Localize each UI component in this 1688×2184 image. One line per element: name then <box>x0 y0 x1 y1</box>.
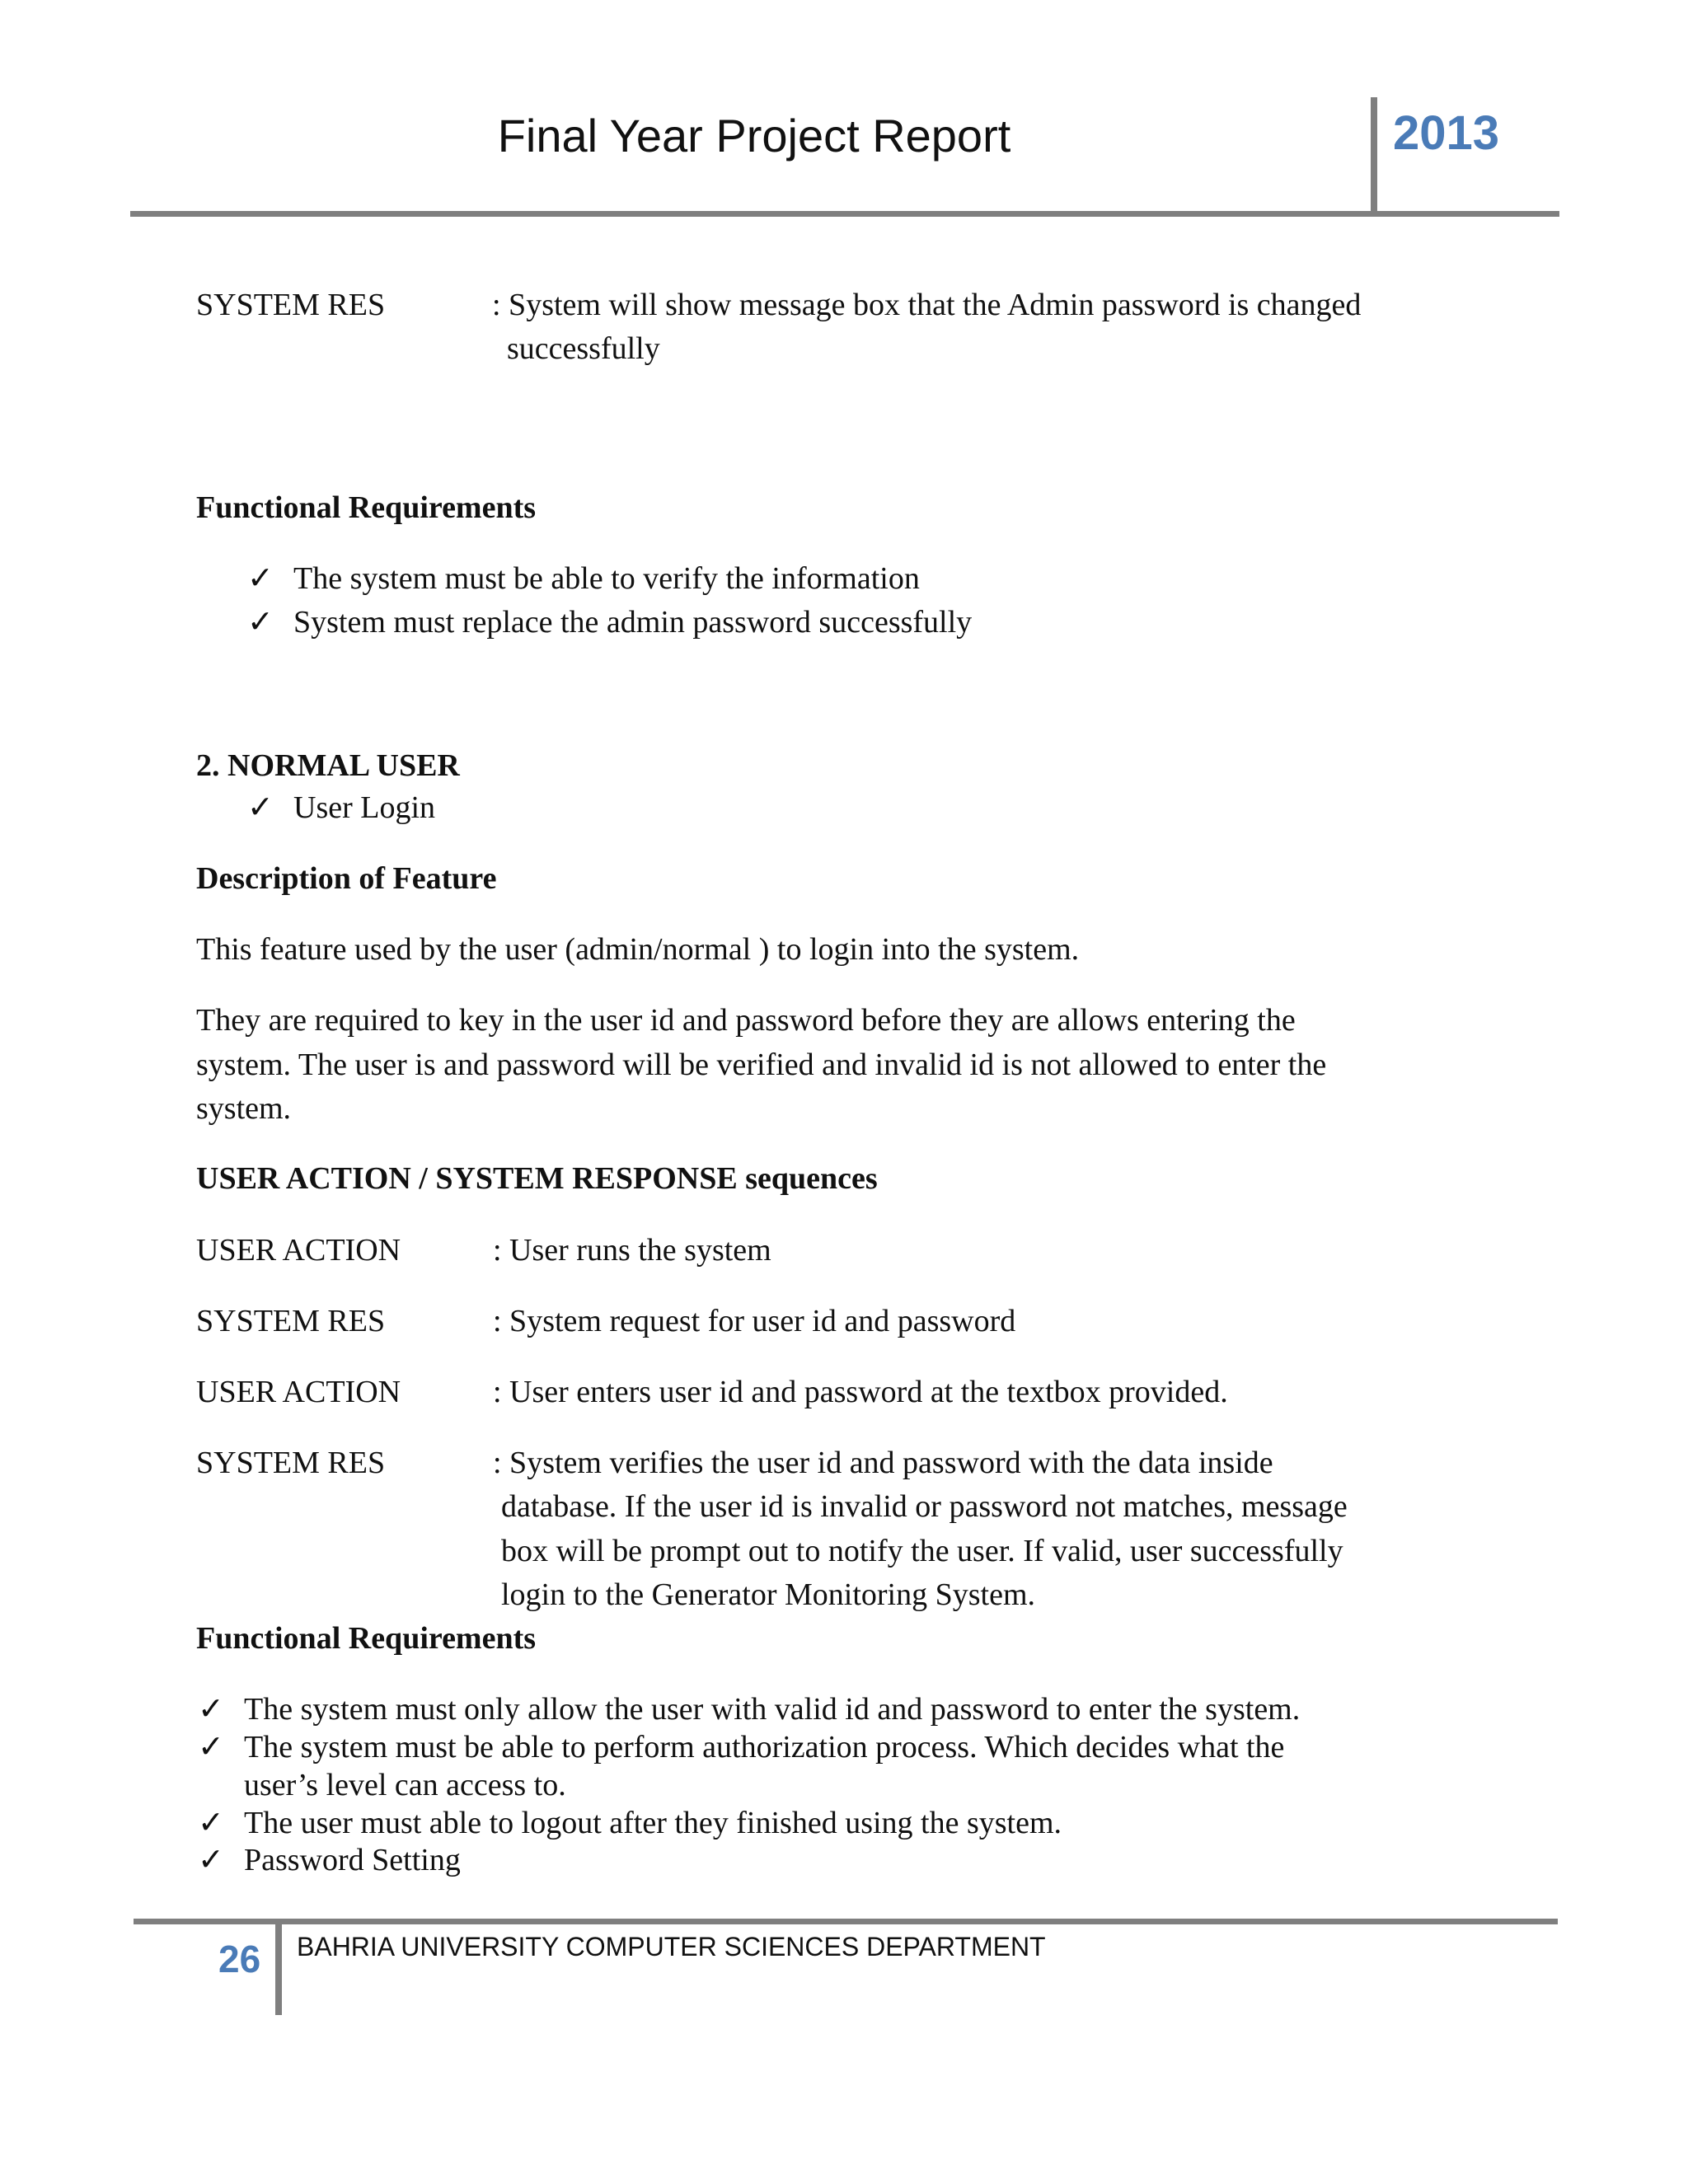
sequence-label: SYSTEM RES <box>196 1446 386 1480</box>
sequence-text: : User runs the system <box>493 1233 771 1268</box>
checkmark-icon: ✓ <box>247 605 274 640</box>
sequence-row <box>196 1441 1273 1485</box>
description-paragraph-2-line3: system. <box>196 1091 292 1126</box>
list-item <box>247 556 920 601</box>
footer-department: BAHRIA UNIVERSITY COMPUTER SCIENCES DEPARTMENT <box>297 1932 1046 1961</box>
page-header-title: Final Year Project Report <box>497 110 1011 162</box>
header-year: 2013 <box>1393 106 1500 160</box>
functional-requirements-heading: Functional Requirements <box>196 490 537 525</box>
sequence-text: : User enters user id and password at the textbox provided. <box>493 1375 1228 1409</box>
sequence-continuation-line3: login to the Generator Monitoring System. <box>501 1577 1036 1612</box>
checkmark-icon: ✓ <box>247 561 274 596</box>
sequence-continuation-line2: box will be prompt out to notify the user. If valid, user successfully <box>501 1534 1343 1568</box>
admin-response-label: SYSTEM RES <box>196 288 386 322</box>
sequence-label: USER ACTION <box>196 1233 401 1268</box>
sequence-label: SYSTEM RES <box>196 1304 386 1338</box>
header-rule <box>130 211 1559 217</box>
sequence-row <box>196 1299 1015 1343</box>
header-divider-vertical <box>1371 97 1377 214</box>
list-item <box>247 785 435 830</box>
description-paragraph-1: This feature used by the user (admin/normal ) to login into the system. <box>196 932 1080 967</box>
functional-requirements-heading: Functional Requirements <box>196 1621 537 1656</box>
page-number: 26 <box>218 1938 261 1980</box>
description-heading: Description of Feature <box>196 861 497 896</box>
description-paragraph-2-line2: system. The user is and password will be verified and invalid id is not allowed to enter the <box>196 1047 1327 1082</box>
admin-response-text-line1: : System will show message box that the Admin password is changed <box>492 288 1362 322</box>
checkmark-icon: ✓ <box>198 1730 224 1765</box>
list-item-text: The system must be able to verify the information <box>293 561 920 596</box>
footer-divider-vertical <box>275 1924 282 2015</box>
list-item <box>247 600 972 644</box>
checkmark-icon: ✓ <box>247 790 274 825</box>
admin-response-text-line2: successfully <box>507 331 660 366</box>
list-item-continuation: user’s level can access to. <box>244 1768 566 1802</box>
list-item-text: Password Setting <box>244 1843 461 1877</box>
sequence-row <box>196 1228 771 1272</box>
list-item-text: The system must be able to perform authorization process. Which decides what the <box>244 1730 1285 1765</box>
list-item <box>198 1838 461 1882</box>
section-heading-normal-user: 2. NORMAL USER <box>196 748 460 783</box>
sequence-continuation-line1: database. If the user id is invalid or password not matches, message <box>501 1489 1348 1524</box>
list-item-text: System must replace the admin password successfully <box>293 605 973 640</box>
list-item-text: The user must able to logout after they finished using the system. <box>244 1806 1062 1840</box>
checkmark-icon: ✓ <box>198 1843 224 1877</box>
description-paragraph-2-line1: They are required to key in the user id and password before they are allows entering the <box>196 1003 1296 1038</box>
list-item-text: User Login <box>293 790 436 825</box>
sequence-text: : System verifies the user id and password with the data inside <box>493 1446 1273 1480</box>
checkmark-icon: ✓ <box>198 1806 224 1840</box>
sequence-text: : System request for user id and password <box>493 1304 1016 1338</box>
sequences-heading: USER ACTION / SYSTEM RESPONSE sequences <box>196 1161 878 1196</box>
list-item-text: The system must only allow the user with valid id and password to enter the system. <box>244 1692 1301 1727</box>
sequence-row <box>196 1370 1228 1414</box>
footer-rule <box>134 1919 1558 1924</box>
sequence-label: USER ACTION <box>196 1375 401 1409</box>
checkmark-icon: ✓ <box>198 1692 224 1727</box>
